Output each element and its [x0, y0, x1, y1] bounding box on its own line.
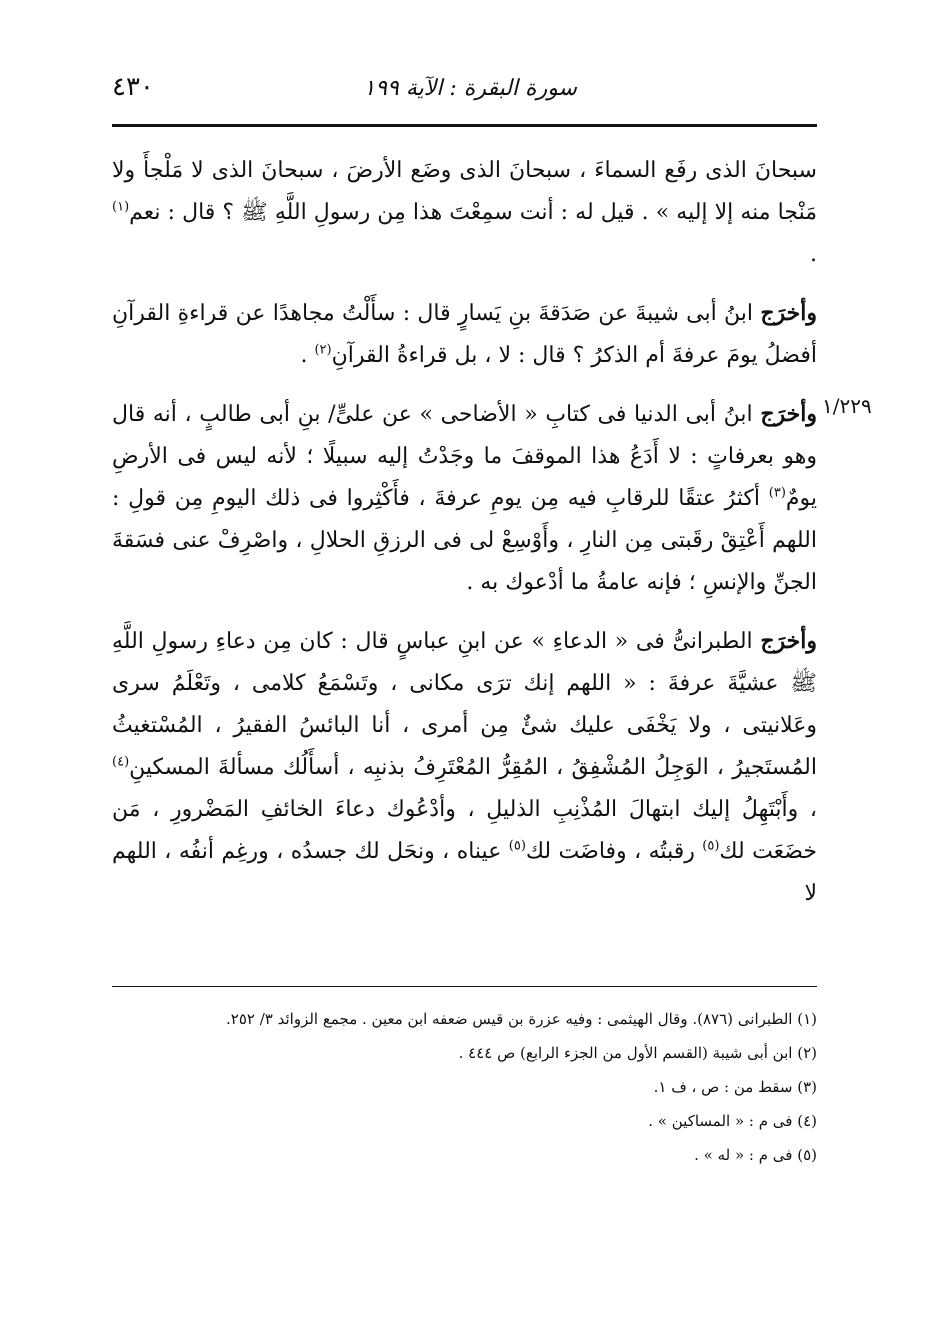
paragraph-4: [112, 620, 817, 915]
footnote-ref: (٥): [702, 838, 720, 854]
footnote-ref: (١): [112, 199, 130, 215]
header-rule: [112, 124, 817, 127]
footnote-ref: (٤): [112, 754, 130, 770]
paragraph-tail: رقبتُه ، وفاضَت لك: [525, 839, 703, 864]
margin-reference: ١/٢٢٩: [822, 394, 872, 418]
footnote: (٣) سقط من : ص ، ف ١.: [653, 1078, 817, 1096]
page-header: [112, 72, 817, 108]
paragraph-tail: .: [300, 343, 315, 368]
paragraph-1: [112, 150, 817, 276]
paragraph-lead: وأخرَج: [760, 300, 817, 326]
paragraph-tail: عيناه ، ونحَل لك جسدُه ، ورغِم أنفُه ، اللهم لا: [112, 839, 817, 906]
paragraph-tail: .: [810, 242, 817, 267]
footnote: (١) الطبرانى (٨٧٦). وقال الهيثمى : وفيه عزرة بن قيس ضعفه ابن معين . مجمع الزوائد ٣/ ٢٥٢.: [226, 1010, 817, 1028]
paragraph-text: ابنُ أبى الدنيا فى كتابِ « الأضاحى » عن علىٍّ/ بنِ أبى طالبٍ ، أنه قال وهو بعرفاتٍ : لا أَدَعُ هذا الموقفَ ما وجَدْتُ إليه سبيلًا ؛ لأنه ليس فى الأرضِ يومٌ: [112, 402, 817, 511]
footnote-ref: (٣): [768, 485, 786, 501]
main-text: [112, 150, 817, 915]
footnote-ref: (٥): [508, 838, 526, 854]
footnotes: [112, 1004, 817, 1170]
paragraph-lead: وأخرَج: [760, 401, 817, 427]
page-number: ٤٣٠: [112, 72, 154, 102]
footnote: (٥) فى م : « له » .: [694, 1146, 817, 1164]
running-head: سورة البقرة : الآية ١٩٩: [363, 76, 577, 101]
footnote-ref: (٢): [314, 342, 332, 358]
paragraph-text: الطبرانىُّ فى « الدعاءِ » عن ابنِ عباسٍ قال : كان مِن دعاءِ رسولِ اللَّهِ ﷺ عشيَّةَ عرفةَ : « اللهم إنك ترَى مكانى ، وتَسْمَعُ كلامى ، وتَعْلَمُ سرى وعَلانيتى ، ولا يَخْفَى عليك شئٌ مِن أمرى ، أنا البائسُ الفقيرُ ، المُسْتغيثُ المُستَجيرُ ، الوَجِلُ المُشْفِقُ ، المُقِرُّ المُعْتَرِفُ بذنبِه ، أسأَلُك مسألةَ المسكينِ: [112, 629, 817, 780]
paragraph-lead: وأخرَج: [760, 628, 817, 654]
paragraph-text: سبحانَ الذى رفَع السماءَ ، سبحانَ الذى وضَع الأرضَ ، سبحانَ الذى لا مَلْجأَ ولا مَنْجا منه إلا إليه » . قيل له : أنت سمِعْتَ هذا مِن رسولِ اللَّهِ ﷺ ؟ قال : نعم: [112, 158, 817, 225]
paragraph-tail: أكثرُ عتقًا للرقابِ فيه مِن يومِ عرفةَ ، فأَكْثِروا فى ذلك اليومِ مِن قولِ : اللهم أَعْتِقْ رقَبتى مِن النارِ ، وأَوْسِعْ لى فى الرزقِ الحلالِ ، واصْرِفْ عنى فسَقةَ الجنِّ والإنسِ ؛ فإنه عامةُ ما أدْعوك به .: [112, 486, 817, 595]
paragraph-2: [112, 292, 817, 377]
footnote-rule: [112, 986, 817, 987]
paragraph-text: ابنُ أبى شيبةَ عن صَدَقةَ بنِ يَسارٍ قال : سأَلْتُ مجاهدًا عن قراءةِ القرآنِ أفضلُ يومَ عرفةَ أم الذكرُ ؟ قال : لا ، بل قراءةُ القرآنِ: [112, 301, 817, 368]
paragraph-tail: ، وأَبْتَهِلُ إليك ابتهالَ المُذْنِبِ الذليلِ ، وأدْعُوك دعاءَ الخائفِ المَضْرورِ ، مَن خضَعَت لك: [112, 797, 817, 864]
footnote: (٢) ابن أبى شيبة (القسم الأول من الجزء الرابع) ص ٤٤٤ .: [458, 1044, 817, 1062]
paragraph-3: [112, 393, 817, 604]
footnote: (٤) فى م : « المساكين » .: [648, 1112, 817, 1130]
